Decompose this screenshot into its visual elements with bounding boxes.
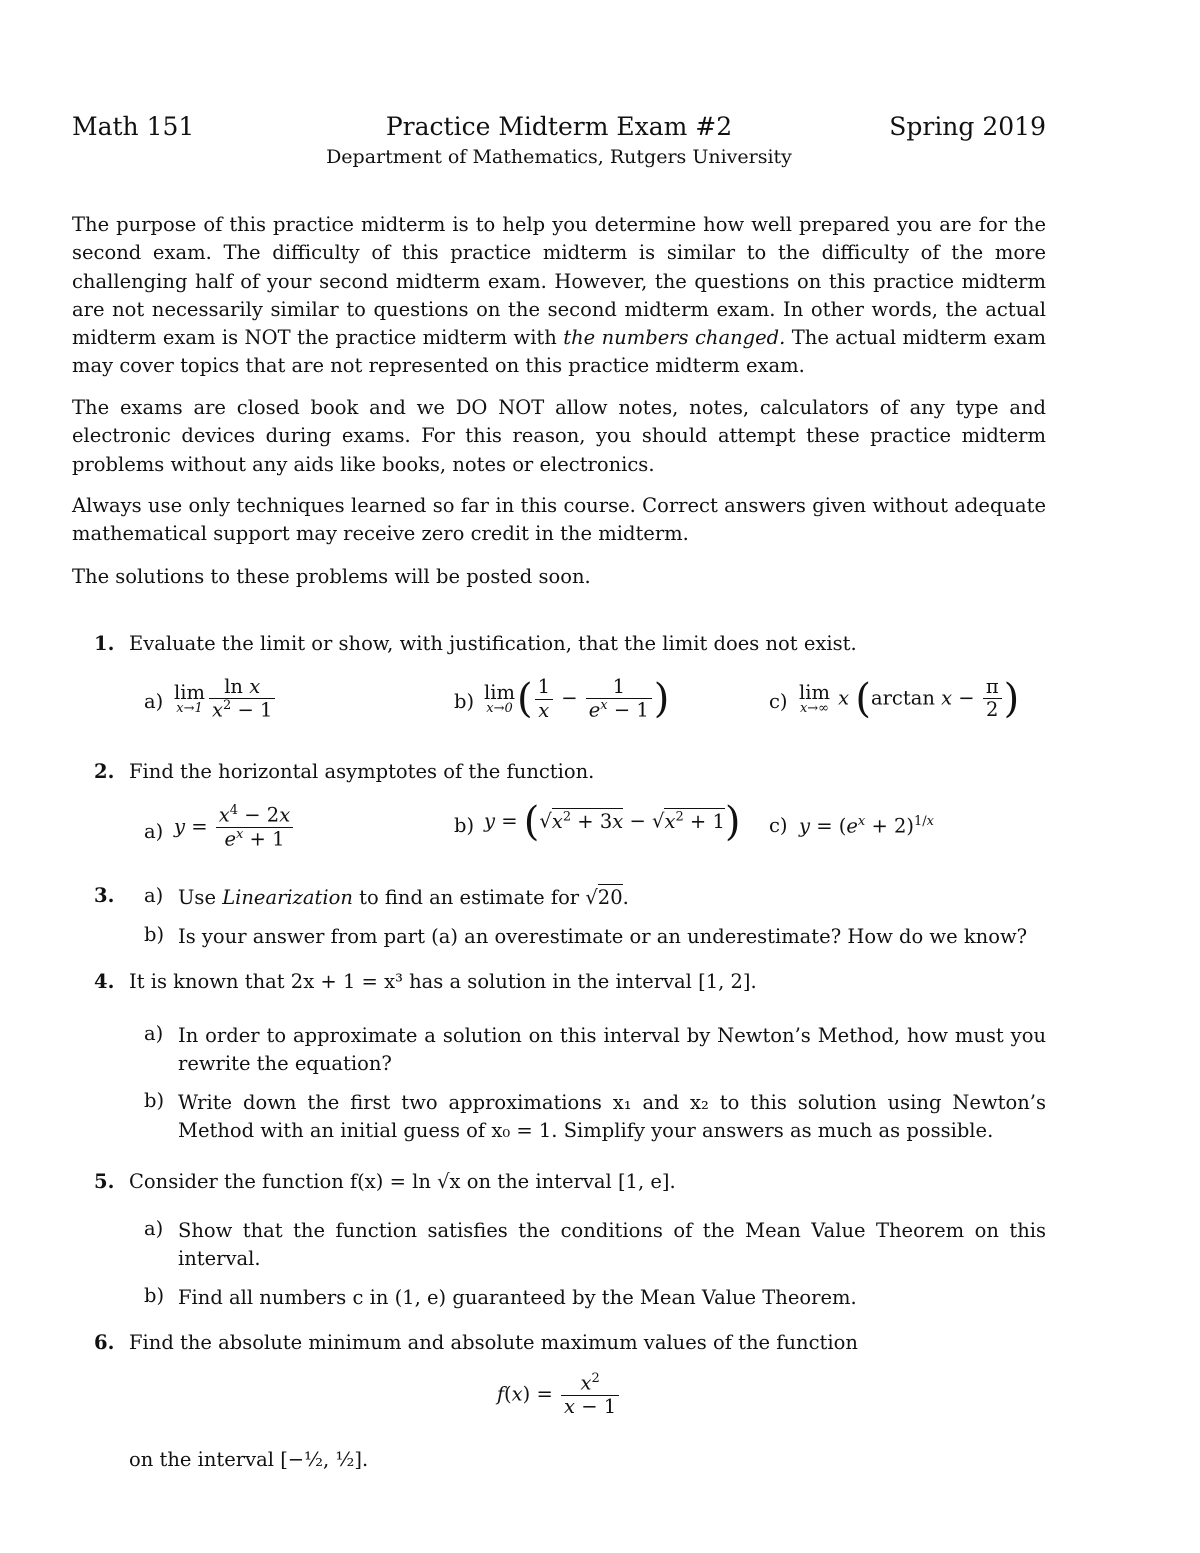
problem-number: 6.: [94, 1331, 115, 1354]
problem-text: Consider the function f(x) = ln √x on the interval [1, e].: [129, 1170, 676, 1193]
part-label: a): [144, 884, 164, 907]
part-label: b): [144, 923, 165, 946]
problem-text: Evaluate the limit or show, with justification, that the limit does not exist.: [129, 632, 857, 655]
part-label: b): [144, 1089, 165, 1112]
emphasis: Linearization: [222, 886, 353, 909]
part-label: a): [144, 820, 164, 843]
problem-5a-text: Show that the function satisfies the conditions of the Mean Value Theorem on this interval.: [178, 1219, 1046, 1271]
intro-paragraph-4: The solutions to these problems will be posted soon.: [72, 565, 591, 588]
part-label: c): [769, 690, 788, 713]
header: [72, 112, 1046, 146]
intro-text: The purpose of this practice midterm is to help you determine how well prepared you are for the second exam. The difficulty of this practice midterm is similar to the difficulty of the more challenging half of your second midterm exam. However, the questions on this practice midterm are not necessarily similar to questions on the second midterm exam. In other words, the actual midterm exam is NOT the practice midterm with: [72, 213, 1046, 350]
course-name: Math 151: [72, 112, 195, 141]
part-label: a): [144, 690, 164, 713]
problem-3a-text: Use Linearization to find an estimate for √20.: [178, 886, 629, 909]
part-label: a): [144, 1217, 164, 1240]
problem-number: 2.: [94, 760, 115, 783]
function-a: y = $\frac{x^4 - 2x}{e^x + 1}$: [174, 804, 295, 851]
problem-number: 5.: [94, 1170, 115, 1193]
limit-expression-a: lim x→1 $\frac{\text{ln x}}{x^2 - 1}$: [174, 676, 277, 722]
problem-5b-text: Find all numbers c in (1, e) guaranteed by the Mean Value Theorem.: [178, 1286, 857, 1309]
intro-paragraph-2: The exams are closed book and we DO NOT allow notes, notes, calculators of any type and electronic devices during exams. For this reason, you should attempt these practice midterm problems without any aids like books, notes or electronics.: [72, 396, 1046, 476]
intro-text: The actual midterm exam may cover topics that are not represented on this practice midterm exam.: [72, 326, 1046, 378]
problem-number: 1.: [94, 632, 115, 655]
part-label: a): [144, 1022, 164, 1045]
part-label: b): [144, 1284, 165, 1307]
problem-text: Find the horizontal asymptotes of the function.: [129, 760, 595, 783]
interval-text: on the interval [−½, ½].: [129, 1448, 369, 1471]
exam-page: [72, 0, 1046, 1553]
department: Department of Mathematics, Rutgers University: [326, 146, 792, 168]
function-b: $y = (√x^2 + 3x - √x^2 + 1)$: [484, 799, 741, 845]
problem-3b-text: Is your answer from part (a) an overestimate or an underestimate? How do we know?: [178, 925, 1028, 948]
part-label: b): [454, 814, 475, 837]
part-label: b): [454, 690, 475, 713]
exam-title: Practice Midterm Exam #2: [385, 112, 733, 141]
text: to find an estimate for: [352, 886, 586, 909]
radicand: 20: [597, 886, 623, 909]
problem-6-equation: f(x) = $\frac{x^2}{x - 1}$: [72, 1372, 1046, 1418]
problem-number: 4.: [94, 970, 115, 993]
problem-4a-text: In order to approximate a solution on this interval by Newton’s Method, how must you rewrite the equation?: [178, 1024, 1046, 1076]
problem-4b-text: Write down the first two approximations x₁ and x₂ to this solution using Newton’s Method with an initial guess of x₀ = 1. Simplify your answers as much as possible.: [178, 1091, 1046, 1143]
problem-text: Find the absolute minimum and absolute maximum values of the function: [129, 1331, 858, 1354]
intro-emphasis: the numbers changed.: [563, 326, 786, 350]
limit-expression-b: lim x→0 ( $\frac{1}{x}$ − $\frac{1}{e^x - 1}$ ): [484, 675, 670, 723]
intro-paragraph-1: [72, 211, 1046, 381]
intro-paragraph-3: Always use only techniques learned so far in this course. Correct answers given without adequate mathematical support may receive zero credit in the midterm.: [72, 494, 1046, 546]
text: Use: [178, 886, 223, 909]
problem-text: It is known that 2x + 1 = x³ has a solution in the interval [1, 2].: [129, 970, 757, 993]
term: Spring 2019: [889, 112, 1046, 141]
problem-number: 3.: [94, 884, 115, 907]
function-c: $y = (e^x + 2)^{1/x}$: [799, 814, 935, 838]
limit-expression-c: lim x→∞ x (arctan x − $\frac{\pi}{2}$ ): [799, 675, 1020, 722]
part-label: c): [769, 814, 788, 837]
